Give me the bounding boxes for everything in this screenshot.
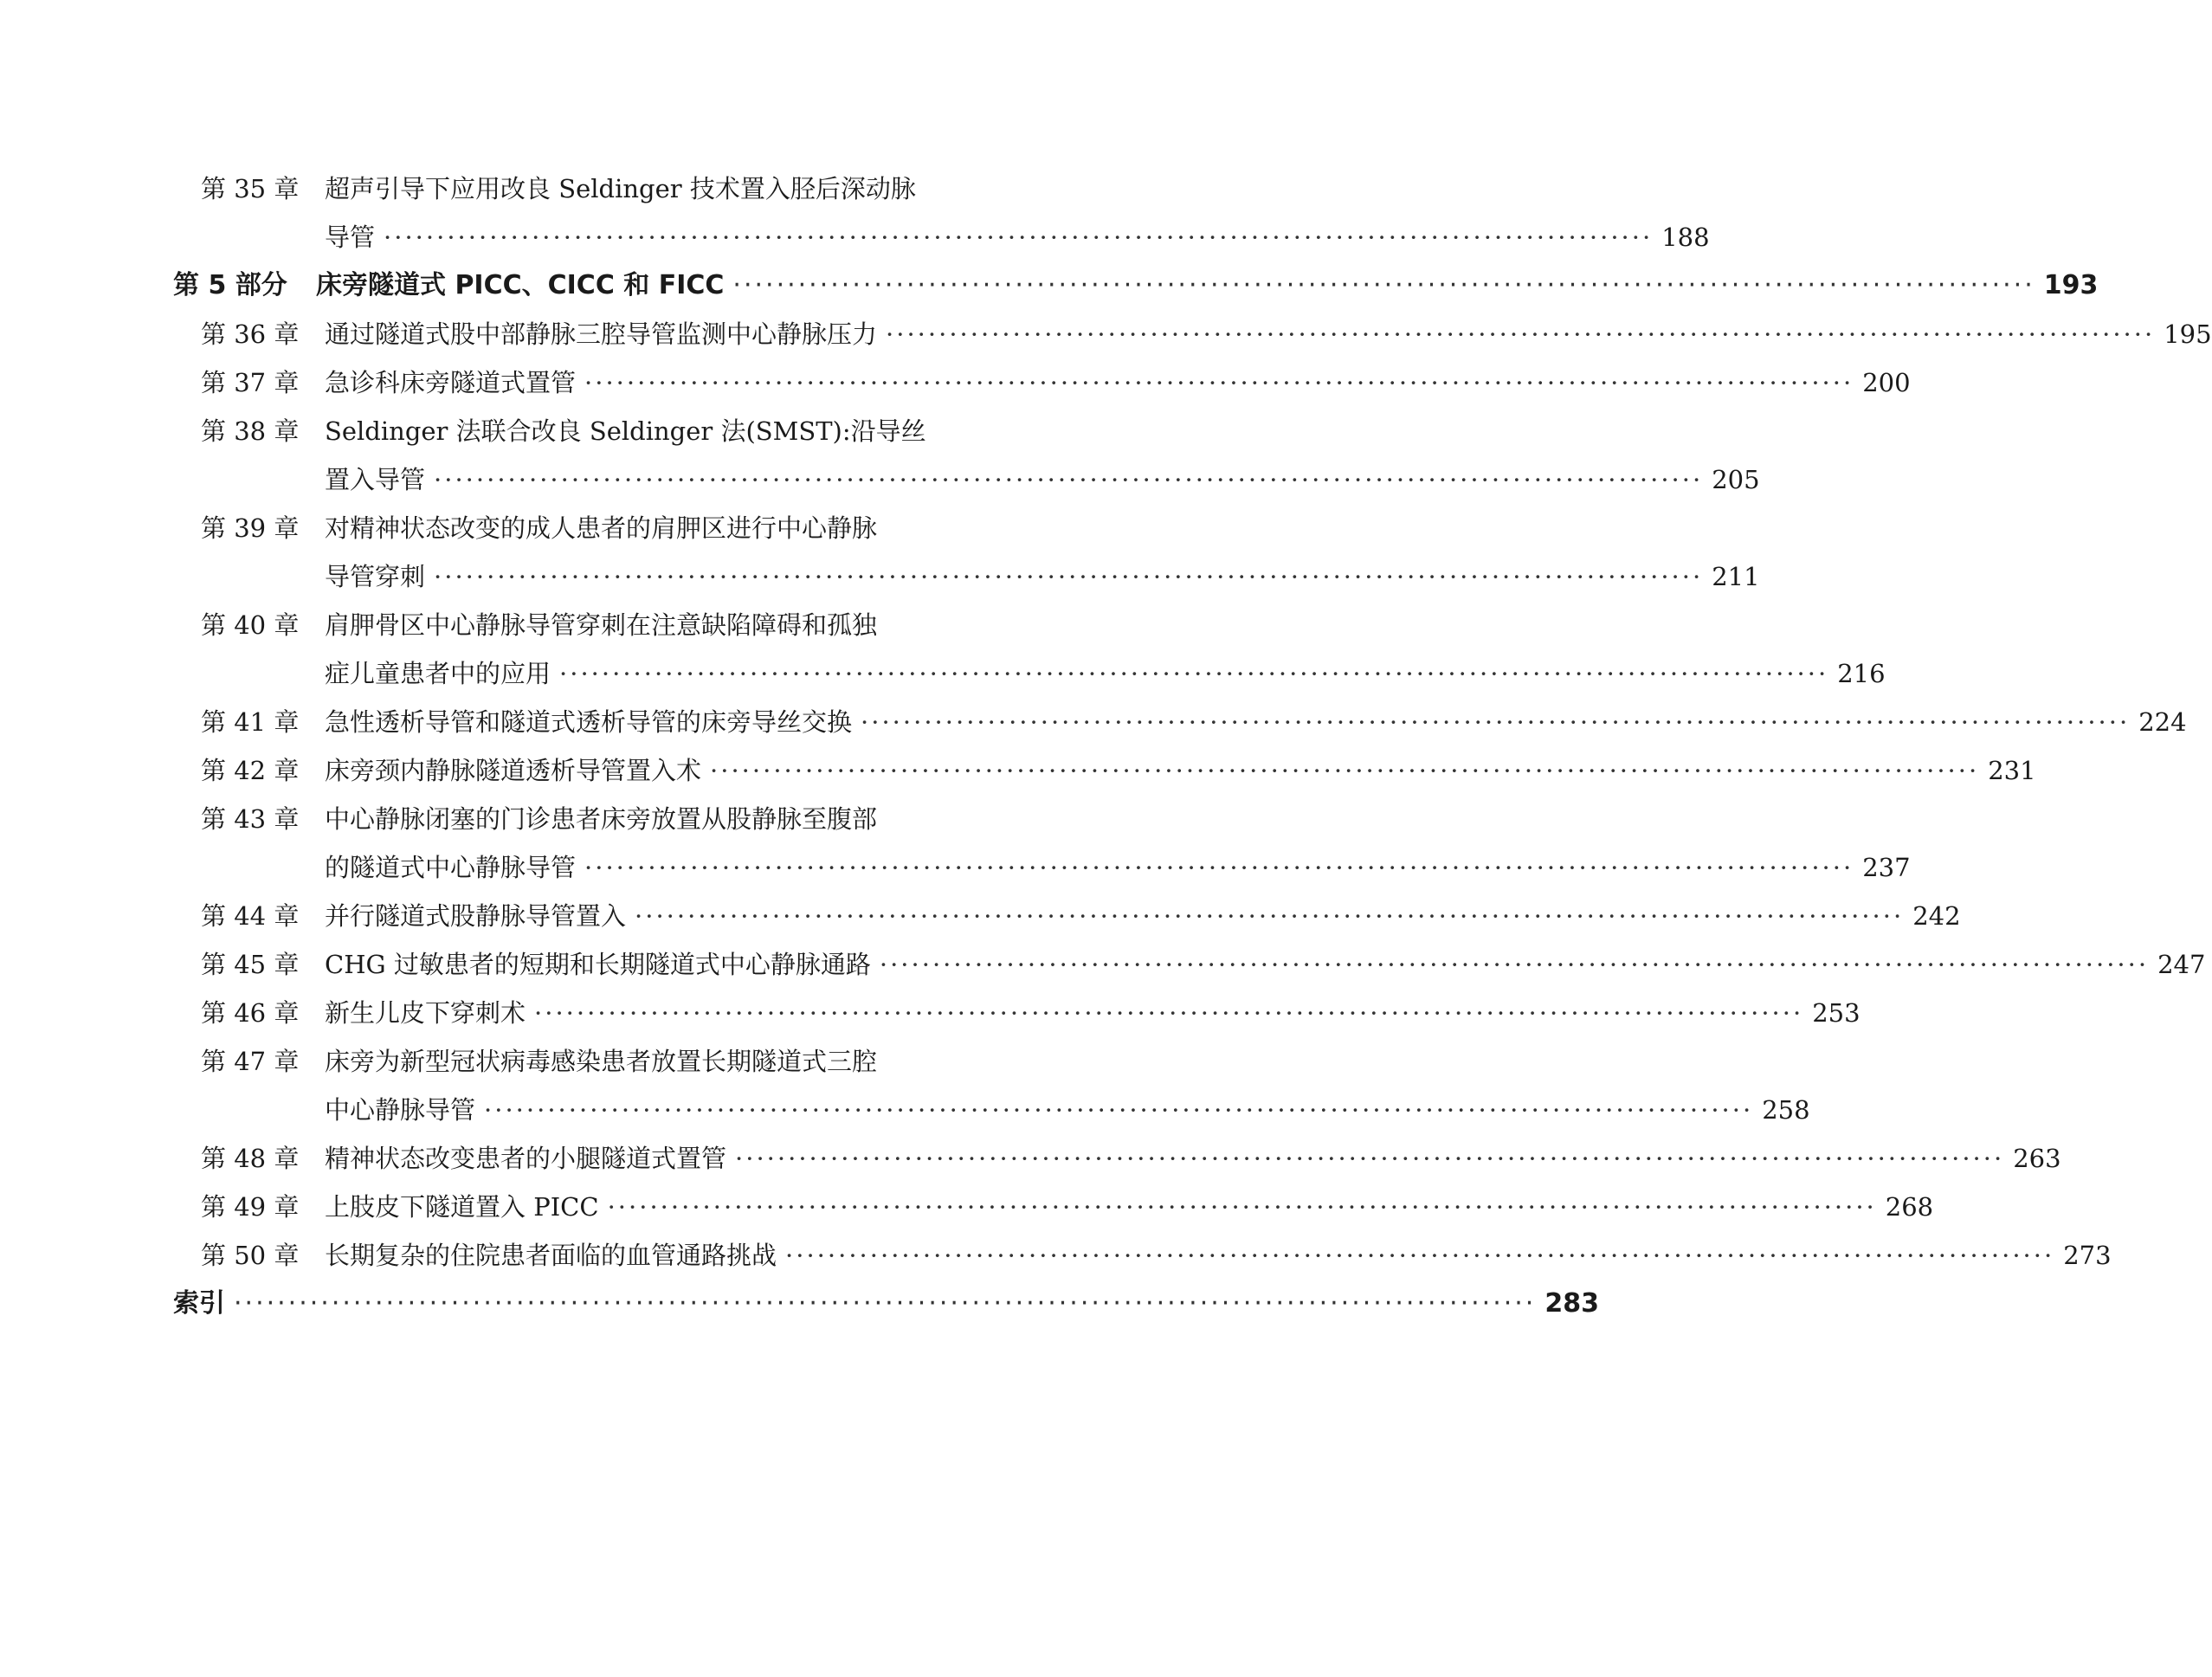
- toc-entry-line: [173, 746, 2036, 795]
- page-number: 258: [1762, 1095, 1810, 1125]
- chapter-number: 第 38 章: [201, 416, 300, 446]
- toc-entry-line: [173, 1183, 1934, 1231]
- dot-leader: ························································································································: [607, 1192, 1877, 1222]
- chapter-number: 第 39 章: [201, 513, 300, 543]
- toc-entry-line: [173, 1037, 1009, 1086]
- toc-chapter-entry[interactable]: [173, 407, 1760, 504]
- dot-leader: ························································································································: [710, 756, 1980, 785]
- toc-chapter-entry[interactable]: [173, 1037, 1810, 1134]
- toc-entry-line: [173, 843, 1911, 892]
- dot-leader: ························································································································: [785, 1241, 2055, 1270]
- page-number: 247: [2157, 950, 2206, 979]
- dot-leader: ························································································································: [559, 659, 1829, 688]
- chapter-number: 第 50 章: [201, 1241, 300, 1270]
- page-number: 195: [2164, 319, 2212, 349]
- dot-leader: ························································································································: [861, 707, 2131, 737]
- entry-title: 中心静脉闭塞的门诊患者床旁放置从股静脉至腹部: [325, 804, 878, 834]
- dot-leader: ························································································································: [434, 562, 1704, 591]
- toc-entry-line: [173, 989, 1861, 1037]
- toc-entry-line: [173, 940, 2206, 989]
- table-of-contents: [173, 164, 2212, 1328]
- dot-leader: ························································································································: [584, 853, 1854, 882]
- chapter-number: 第 47 章: [201, 1047, 300, 1076]
- chapter-number: 第 46 章: [201, 998, 300, 1028]
- toc-chapter-entry[interactable]: [173, 698, 2187, 746]
- chapter-number: 第 42 章: [201, 756, 300, 785]
- page-number: 273: [2063, 1241, 2112, 1270]
- toc-chapter-entry[interactable]: [173, 989, 1861, 1037]
- entry-title: 床旁为新型冠状病毒感染患者放置长期隧道式三腔: [325, 1047, 878, 1076]
- dot-leader: ························································································································: [732, 270, 2035, 300]
- entry-title: 并行隧道式股静脉导管置入: [325, 901, 627, 931]
- page-number: 237: [1862, 853, 1911, 882]
- dot-leader: ························································································································: [384, 223, 1654, 252]
- chapter-number: 第 49 章: [201, 1192, 300, 1222]
- chapter-number: 第 40 章: [201, 610, 300, 640]
- dot-leader: ························································································································: [584, 368, 1854, 397]
- toc-entry-line: [173, 164, 1009, 213]
- chapter-number: 第 35 章: [201, 174, 300, 203]
- entry-title: 急性透析导管和隧道式透析导管的床旁导丝交换: [325, 707, 853, 737]
- entry-title: 索引: [173, 1288, 225, 1319]
- page-number: 200: [1862, 368, 1911, 397]
- dot-leader: ························································································································: [735, 1144, 2005, 1173]
- chapter-number: 第 41 章: [201, 707, 300, 737]
- entry-title: 新生儿皮下穿刺术: [325, 998, 526, 1028]
- dot-leader: ························································································································: [484, 1095, 1754, 1125]
- toc-entry-line: [173, 358, 1911, 407]
- toc-entry-line: [173, 698, 2187, 746]
- toc-chapter-entry[interactable]: [173, 310, 2212, 358]
- entry-title: 床旁颈内静脉隧道透析导管置入术: [325, 756, 702, 785]
- page-number: 193: [2043, 270, 2099, 300]
- entry-title: 通过隧道式股中部静脉三腔导管监测中心静脉压力: [325, 319, 878, 349]
- page-number: 263: [2013, 1144, 2061, 1173]
- toc-entry-line: [173, 601, 1009, 649]
- toc-entry-line: [173, 552, 1760, 601]
- toc-chapter-entry[interactable]: [173, 1183, 1934, 1231]
- dot-leader: ························································································································: [434, 465, 1704, 494]
- toc-entry-line: [173, 1086, 1810, 1134]
- toc-entry-line: [173, 310, 2212, 358]
- toc-entry-line: [173, 407, 1009, 455]
- part-number: 第 5 部分: [173, 270, 287, 300]
- toc-chapter-entry[interactable]: [173, 164, 1710, 261]
- page-number: 216: [1837, 659, 1886, 688]
- toc-entry-line: [173, 1231, 2112, 1280]
- entry-title: 床旁隧道式 PICC、CICC 和 FICC: [316, 270, 725, 300]
- toc-chapter-entry[interactable]: [173, 746, 2036, 795]
- entry-title: 精神状态改变患者的小腿隧道式置管: [325, 1144, 727, 1173]
- page-number: 188: [1661, 223, 1710, 252]
- toc-chapter-entry[interactable]: [173, 892, 1961, 940]
- entry-title: 导管: [325, 223, 376, 252]
- page-number: 242: [1912, 901, 1961, 931]
- entry-title: 对精神状态改变的成人患者的肩胛区进行中心静脉: [325, 513, 878, 543]
- toc-entry-line: [173, 261, 2099, 310]
- entry-title: 急诊科床旁隧道式置管: [325, 368, 577, 397]
- entry-title: 中心静脉导管: [325, 1095, 476, 1125]
- dot-leader: ························································································································: [886, 319, 2156, 349]
- dot-leader: ························································································································: [234, 1288, 1537, 1319]
- chapter-number: 第 45 章: [201, 950, 300, 979]
- page-number: 253: [1812, 998, 1861, 1028]
- toc-chapter-entry[interactable]: [173, 940, 2206, 989]
- chapter-number: 第 48 章: [201, 1144, 300, 1173]
- dot-leader: ························································································································: [534, 998, 1804, 1028]
- toc-entry-line: [173, 649, 1886, 698]
- toc-entry-line: [173, 213, 1710, 261]
- toc-chapter-entry[interactable]: [173, 1231, 2112, 1280]
- entry-title: 上肢皮下隧道置入 PICC: [325, 1192, 599, 1222]
- entry-title: 肩胛骨区中心静脉导管穿刺在注意缺陷障碍和孤独: [325, 610, 878, 640]
- chapter-number: 第 36 章: [201, 319, 300, 349]
- toc-index-entry[interactable]: [173, 1280, 1599, 1328]
- dot-leader: ························································································································: [635, 901, 1905, 931]
- chapter-number: 第 37 章: [201, 368, 300, 397]
- toc-entry-line: [173, 1134, 2061, 1183]
- entry-title: Seldinger 法联合改良 Seldinger 法(SMST):沿导丝: [325, 416, 926, 446]
- entry-title: 长期复杂的住院患者面临的血管通路挑战: [325, 1241, 777, 1270]
- page-number: 205: [1712, 465, 1760, 494]
- chapter-number: 第 44 章: [201, 901, 300, 931]
- toc-entry-line: [173, 1280, 1599, 1328]
- toc-entry-line: [173, 795, 1009, 843]
- toc-chapter-entry[interactable]: [173, 601, 1886, 698]
- toc-chapter-entry[interactable]: [173, 795, 1911, 892]
- toc-entry-line: [173, 892, 1961, 940]
- toc-chapter-entry[interactable]: [173, 1134, 2061, 1183]
- toc-entry-line: [173, 455, 1760, 504]
- toc-chapter-entry[interactable]: [173, 358, 1911, 407]
- page-number: 268: [1885, 1192, 1934, 1222]
- entry-title: 超声引导下应用改良 Seldinger 技术置入胫后深动脉: [325, 174, 916, 203]
- chapter-number: 第 43 章: [201, 804, 300, 834]
- entry-title: CHG 过敏患者的短期和长期隧道式中心静脉通路: [325, 950, 871, 979]
- toc-part-entry[interactable]: [173, 261, 2099, 310]
- toc-chapter-entry[interactable]: [173, 504, 1760, 601]
- page-number: 283: [1545, 1288, 1599, 1319]
- entry-title: 置入导管: [325, 465, 426, 494]
- page-number: 231: [1988, 756, 2036, 785]
- entry-title: 导管穿刺: [325, 562, 426, 591]
- page-number: 224: [2138, 707, 2187, 737]
- entry-title: 症儿童患者中的应用: [325, 659, 551, 688]
- page-number: 211: [1712, 562, 1760, 591]
- dot-leader: ························································································································: [879, 950, 2150, 979]
- toc-entry-line: [173, 504, 1009, 552]
- entry-title: 的隧道式中心静脉导管: [325, 853, 577, 882]
